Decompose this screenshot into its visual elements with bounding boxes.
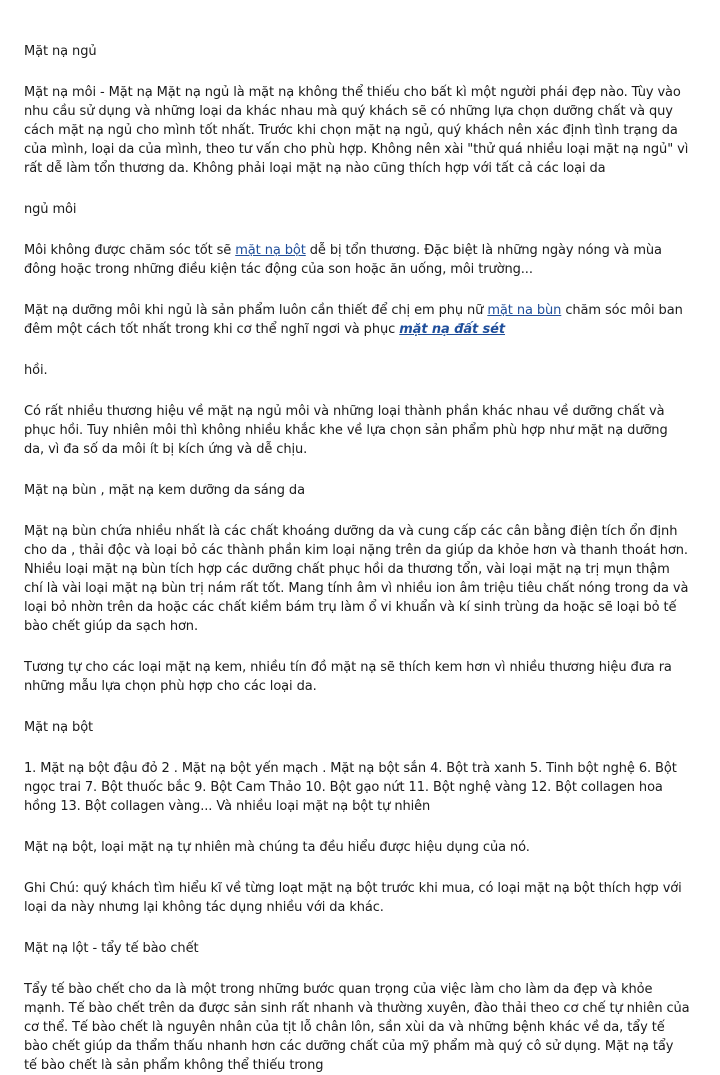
paragraph-hoi: hồi. <box>24 363 48 378</box>
link-mat-na-bun[interactable]: mặt na bùn <box>487 303 562 318</box>
heading-mat-na-bun: Mặt nạ bùn , mặt nạ kem dưỡng da sáng da <box>24 483 305 498</box>
paragraph-tay-te-bao-chet: Tẩy tế bào chết cho da là một trong những bước quan trọng của việc làm cho làm da đẹp và khỏe mạnh. Tế bào chết trên da được sản sinh rất nhanh và thường xuyên, đào thải theo cơ chế tự nhiên của cơ thể. Tế bào chết là nguyên nhân của tịt lỗ chân lôn, sần xùi da và những bệnh khác về da, tẩy tế bào chết giúp da thẩm thấu nhanh hơn các dưỡng chất của mỹ phẩm mà quý cô sử dụng. Mặt nạ tẩy tế bào chết là sản phẩm không thể thiếu trong <box>24 982 690 1073</box>
paragraph-danh-sach-bot: 1. Mặt nạ bột đậu đỏ 2 . Mặt nạ bột yến mạch . Mặt nạ bột sắn 4. Bột trà xanh 5. Tinh bột nghệ 6. Bột ngọc trai 7. Bột thuốc bắc 9. Bột Cam Thảo 10. Bột gạo nứt 11. Bột nghệ vàng 12. Bột collagen hoa hồng 13. Bột collagen vàng... Và nhiều loại mặt nạ bột tự nhiên <box>24 761 677 814</box>
paragraph-duong-moi-text-b: chăm sóc môi ban đêm một cách tốt nhất trong khi cơ thể nghĩ ngơi và phục <box>24 303 683 337</box>
link-mat-na-dat-set[interactable]: mặt nạ đất sét <box>399 322 506 337</box>
paragraph-mat-na-bun: Mặt nạ bùn chứa nhiều nhất là các chất khoáng dưỡng da và cung cấp các cân bằng điện tích ổn định cho da , thải độc và loại bỏ các thành phần kim loại nặng trên da giúp da khỏe hơn và thanh thoát hơn. Nhiều loại mặt nạ bùn tích hợp các dưỡng chất phục hồi da thương tổn, vài loại mặt nạ trị mụn thậm chí là vài loại mặt nạ bùn trị nám rất tốt. Mang tính âm vì nhiều ion âm triệu tiêu chất nóng trong da và loại bỏ nhờn trên da hoặc các chất kiềm bám trụ làm ổ vi khuẩn và kí sinh trùng da hoặc sẽ loại bỏ tế bào chết giúp da sạch hơn. <box>24 524 689 634</box>
paragraph-moi-text-b: dễ bị tổn thương. Đặc biệt là những ngày nóng và mùa đông hoặc trong những điều kiện tác động của son hoặc ăn uống, môi trường... <box>24 243 662 277</box>
heading-mat-na-bot: Mặt nạ bột <box>24 720 94 735</box>
heading-mat-na-lot: Mặt nạ lột - tẩy tế bào chết <box>24 941 199 956</box>
paragraph-duong-moi-text-a: Mặt nạ dưỡng môi khi ngủ là sản phẩm luôn cần thiết để chị em phụ nữ <box>24 303 488 318</box>
paragraph-duong-moi <box>24 301 690 339</box>
heading-ngu-moi: ngủ môi <box>24 202 77 217</box>
paragraph-moi <box>24 241 690 279</box>
link-mat-na-bot[interactable]: mặt nạ bột <box>235 243 306 258</box>
paragraph-intro: Mặt nạ môi - Mặt nạ Mặt nạ ngủ là mặt nạ không thể thiếu cho bất kì một người phái đẹp nào. Tùy vào nhu cầu sử dụng và những loại da khác nhau mà quý khách sẽ có những lựa chọn dưỡng chất và quy cách mặt nạ ngủ cho mình tốt nhất. Trước khi chọn mặt nạ ngủ, quý khách nên xác định tình trạng da của mình, loại da của mình, theo tư vấn cho phù hợp. Không nên xài "thử quá nhiều loại mặt nạ ngủ" vì rất dễ làm tổn thương da. Không phải loại mặt nạ nào cũng thích hợp với tất cả các loại da <box>24 85 689 176</box>
paragraph-moi-text-a: Môi không được chăm sóc tốt sẽ <box>24 243 236 258</box>
paragraph-mat-na-bot-tu-nhien: Mặt nạ bột, loại mặt nạ tự nhiên mà chúng ta đều hiểu được hiệu dụng của nó. <box>24 840 530 855</box>
heading-mat-na-ngu: Mặt nạ ngủ <box>24 44 97 59</box>
paragraph-thuong-hieu: Có rất nhiều thương hiệu về mặt nạ ngủ môi và những loại thành phần khác nhau về dưỡng chất và phục hồi. Tuy nhiên môi thì không nhiều khắc khe về lựa chọn sản phẩm phù hợp như mặt nạ dưỡng da, vì đa số da môi ít bị kích ứng và dễ chịu. <box>24 404 668 457</box>
paragraph-mat-na-kem: Tương tự cho các loại mặt nạ kem, nhiều tín đồ mặt nạ sẽ thích kem hơn vì nhiều thương hiệu đưa ra những mẫu lựa chọn phù hợp cho các loại da. <box>24 660 672 694</box>
paragraph-ghi-chu: Ghi Chú: quý khách tìm hiểu kĩ về từng loạt mặt nạ bột trước khi mua, có loại mặt nạ bột thích hợp với loại da này nhưng lại không tác dụng nhiều với da khác. <box>24 881 682 915</box>
